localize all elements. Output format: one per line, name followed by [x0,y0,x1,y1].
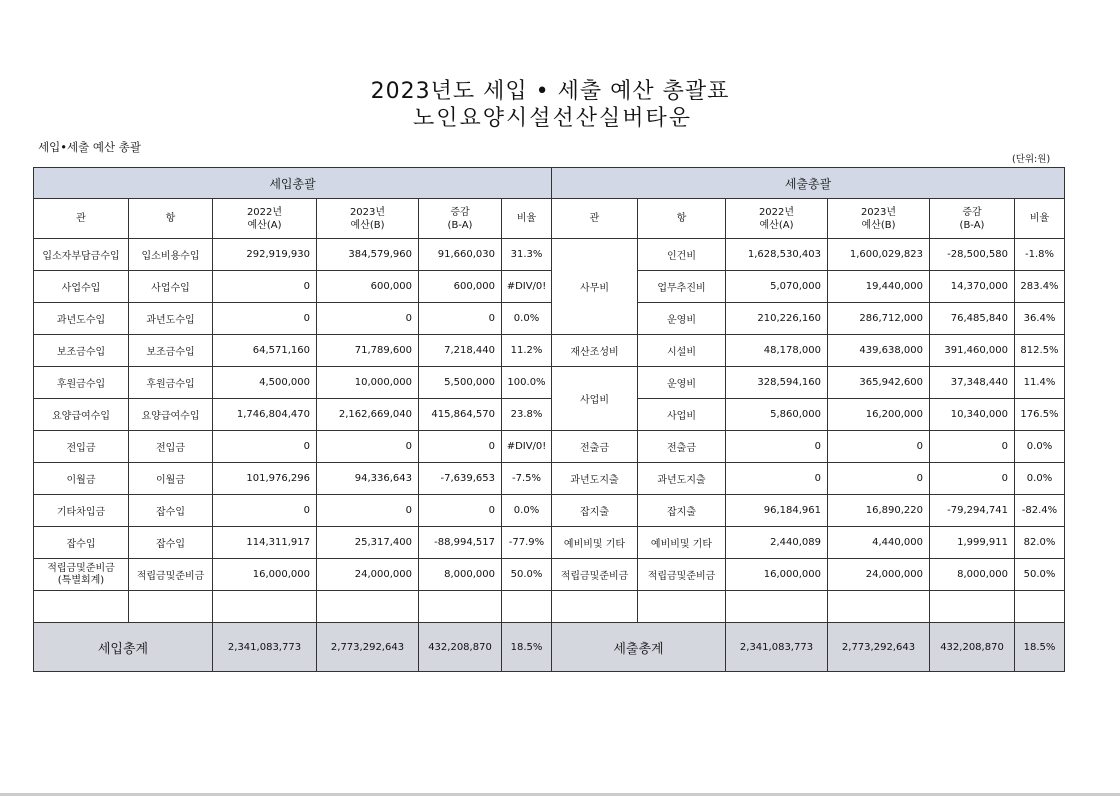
revenue-column-header-row [34,199,552,239]
table-cell: 176.5% [1015,399,1065,431]
table-cell: 0.0% [502,495,552,527]
table-cell: 5,860,000 [726,399,828,431]
table-row [552,495,1065,527]
table-cell: 7,218,440 [419,335,502,367]
table-cell: 23.8% [502,399,552,431]
table-row [34,335,552,367]
table-cell: 1,999,911 [930,527,1015,559]
table-cell: 4,500,000 [213,367,317,399]
table-cell: 기타차입금 [34,495,129,527]
document-title: 2023년도 세입 • 세출 예산 총괄표 [370,79,730,104]
table-cell: 보조금수입 [129,335,213,367]
table-cell: 0 [213,271,317,303]
table-row [552,527,1065,559]
group-cell: 전출금 [552,431,638,463]
column-header: 증감 (B-A) [930,199,1015,239]
table-cell: 업무추진비 [638,271,726,303]
column-header: 관 [34,199,129,239]
table-cell: 전출금 [638,431,726,463]
group-cell: 재산조성비 [552,335,638,367]
column-header: 2023년 예산(B) [317,199,419,239]
table-cell: 0 [930,463,1015,495]
total-diff: 432,208,870 [930,623,1015,672]
section-label: 세입•세출 예산 총괄 [38,140,141,154]
expenditure-table-heading: 세출총괄 [552,168,1065,199]
table-cell: 시설비 [638,335,726,367]
table-cell: 0.0% [1015,463,1065,495]
table-row [34,303,552,335]
table-cell: 적립금및준비금 [638,559,726,591]
group-cell: 잡지출 [552,495,638,527]
table-cell: -77.9% [502,527,552,559]
table-cell: 사업수입 [129,271,213,303]
table-cell: 잡수입 [34,527,129,559]
table-cell: 적립금및준비금 [129,559,213,591]
table-row [552,239,1065,271]
document-subtitle-facility: 노인요양시설선산실버타운 [412,106,693,131]
table-row [552,367,1065,399]
table-cell: 384,579,960 [317,239,419,271]
table-row [34,271,552,303]
expenditure-column-header-row [552,199,1065,239]
table-cell: 101,976,296 [213,463,317,495]
table-cell: 0 [317,303,419,335]
table-cell: 16,000,000 [213,559,317,591]
table-cell: 600,000 [317,271,419,303]
expenditure-total-row [552,623,1065,672]
total-label: 세출총계 [552,623,726,672]
table-cell: 4,440,000 [828,527,930,559]
total-ratio: 18.5% [1015,623,1065,672]
table-cell: #DIV/0! [502,431,552,463]
column-header: 증감 (B-A) [419,199,502,239]
table-cell: 잡지출 [638,495,726,527]
table-row [552,463,1065,495]
table-cell: 1,628,530,403 [726,239,828,271]
table-cell: 후원금수입 [129,367,213,399]
table-cell: 0 [828,463,930,495]
group-cell: 예비비및 기타 [552,527,638,559]
table-cell: #DIV/0! [502,271,552,303]
table-cell: 8,000,000 [419,559,502,591]
column-header: 비율 [1015,199,1065,239]
table-cell: 96,184,961 [726,495,828,527]
table-row [552,335,1065,367]
table-row [34,463,552,495]
table-row [34,239,552,271]
table-row [34,367,552,399]
table-cell: 82.0% [1015,527,1065,559]
table-cell: 283.4% [1015,271,1065,303]
expenditure-table [551,167,1065,672]
table-cell: 439,638,000 [828,335,930,367]
table-cell: 50.0% [502,559,552,591]
table-cell: 0 [419,303,502,335]
table-cell: 과년도수입 [34,303,129,335]
column-header: 항 [638,199,726,239]
table-cell: -7,639,653 [419,463,502,495]
table-cell: 50.0% [1015,559,1065,591]
table-cell: 64,571,160 [213,335,317,367]
table-cell: 11.2% [502,335,552,367]
table-cell: 과년도지출 [638,463,726,495]
group-cell: 과년도지출 [552,463,638,495]
table-cell: 0 [213,431,317,463]
table-cell: 운영비 [638,367,726,399]
table-cell: 0 [213,303,317,335]
table-row-empty [552,591,1065,623]
table-cell: 25,317,400 [317,527,419,559]
table-cell: 210,226,160 [726,303,828,335]
table-row [552,431,1065,463]
table-cell: 91,660,030 [419,239,502,271]
column-header: 관 [552,199,638,239]
table-cell: 8,000,000 [930,559,1015,591]
table-cell: 입소자부담금수입 [34,239,129,271]
revenue-total-row [34,623,552,672]
table-cell: 391,460,000 [930,335,1015,367]
table-cell: 24,000,000 [317,559,419,591]
table-cell: 보조금수입 [34,335,129,367]
table-row [552,559,1065,591]
table-cell: 요양급여수입 [34,399,129,431]
table-cell: 잡수입 [129,495,213,527]
column-header: 2022년 예산(A) [726,199,828,239]
column-header: 2022년 예산(A) [213,199,317,239]
table-cell: 0 [726,463,828,495]
table-cell: 0 [726,431,828,463]
table-cell: 31.3% [502,239,552,271]
table-cell: 적립금및준비금 (특별회계) [34,559,129,591]
table-cell: 48,178,000 [726,335,828,367]
table-cell: -79,294,741 [930,495,1015,527]
table-cell: 0 [317,431,419,463]
group-cell: 적립금및준비금 [552,559,638,591]
unit-label: (단위:원) [1012,154,1051,165]
total-a: 2,341,083,773 [726,623,828,672]
total-ratio: 18.5% [502,623,552,672]
table-cell: 0.0% [1015,431,1065,463]
total-label: 세입총계 [34,623,213,672]
table-cell: 0 [419,431,502,463]
group-cell: 사업비 [552,367,638,431]
table-row [34,527,552,559]
table-cell: 415,864,570 [419,399,502,431]
table-cell: 286,712,000 [828,303,930,335]
table-cell: 10,340,000 [930,399,1015,431]
table-cell: 5,070,000 [726,271,828,303]
table-cell: 2,440,089 [726,527,828,559]
table-cell: 16,200,000 [828,399,930,431]
table-cell: 입소비용수입 [129,239,213,271]
table-cell: 운영비 [638,303,726,335]
table-cell: 292,919,930 [213,239,317,271]
table-cell: 요양급여수입 [129,399,213,431]
table-cell: 인건비 [638,239,726,271]
table-cell: 11.4% [1015,367,1065,399]
table-cell: 16,890,220 [828,495,930,527]
table-cell: 328,594,160 [726,367,828,399]
table-cell: -1.8% [1015,239,1065,271]
table-cell: 0.0% [502,303,552,335]
table-cell: 114,311,917 [213,527,317,559]
table-cell: 1,746,804,470 [213,399,317,431]
total-b: 2,773,292,643 [317,623,419,672]
table-cell: 전입금 [34,431,129,463]
table-cell: 14,370,000 [930,271,1015,303]
table-cell: 1,600,029,823 [828,239,930,271]
table-row-empty [34,591,552,623]
table-cell: 71,789,600 [317,335,419,367]
table-row [34,495,552,527]
table-cell: 이월금 [34,463,129,495]
table-cell: 600,000 [419,271,502,303]
table-cell: 365,942,600 [828,367,930,399]
table-cell: 0 [213,495,317,527]
table-cell: 0 [419,495,502,527]
table-cell: 24,000,000 [828,559,930,591]
table-cell: 0 [828,431,930,463]
column-header: 항 [129,199,213,239]
table-cell: 사업수입 [34,271,129,303]
table-row [34,399,552,431]
table-cell: 전입금 [129,431,213,463]
table-cell: 과년도수입 [129,303,213,335]
table-cell: 예비비및 기타 [638,527,726,559]
table-cell: 후원금수입 [34,367,129,399]
table-cell: -28,500,580 [930,239,1015,271]
table-row [34,431,552,463]
table-cell: 이월금 [129,463,213,495]
total-a: 2,341,083,773 [213,623,317,672]
table-cell: 16,000,000 [726,559,828,591]
table-cell: 0 [317,495,419,527]
table-cell: 사업비 [638,399,726,431]
table-cell: -88,994,517 [419,527,502,559]
table-cell: 36.4% [1015,303,1065,335]
table-cell: 76,485,840 [930,303,1015,335]
table-cell: 19,440,000 [828,271,930,303]
table-row [34,559,552,591]
table-cell: 94,336,643 [317,463,419,495]
revenue-table [33,167,552,672]
table-cell: 37,348,440 [930,367,1015,399]
table-cell: 잡수입 [129,527,213,559]
table-cell: 2,162,669,040 [317,399,419,431]
column-header: 2023년 예산(B) [828,199,930,239]
total-diff: 432,208,870 [419,623,502,672]
table-cell: 0 [930,431,1015,463]
table-cell: -82.4% [1015,495,1065,527]
table-cell: 812.5% [1015,335,1065,367]
total-b: 2,773,292,643 [828,623,930,672]
table-cell: -7.5% [502,463,552,495]
revenue-table-heading: 세입총괄 [34,168,552,199]
table-cell: 5,500,000 [419,367,502,399]
column-header: 비율 [502,199,552,239]
table-cell: 10,000,000 [317,367,419,399]
group-cell: 사무비 [552,239,638,335]
table-cell: 100.0% [502,367,552,399]
